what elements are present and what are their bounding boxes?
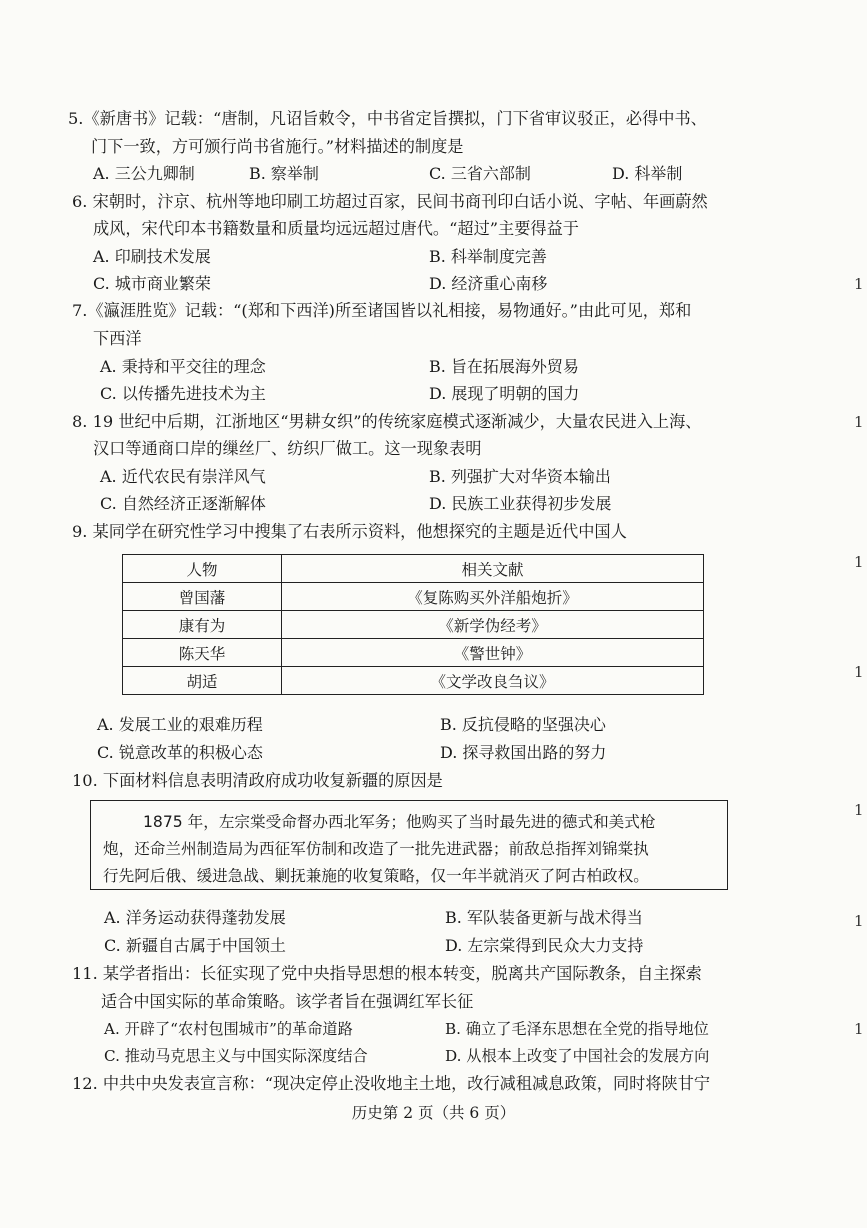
q7-option-c: C. 以传播先进技术为主 (100, 384, 266, 403)
table-cell: 陈天华 (123, 639, 282, 667)
q6-option-d: D. 经济重心南移 (429, 274, 548, 293)
q5-option-d: D. 科举制 (612, 164, 683, 183)
q5-option-c: C. 三省六部制 (429, 164, 531, 183)
q5-option-b: B. 察举制 (249, 164, 319, 183)
q12-stem-line1: 12. 中共中央发表宣言称：“现决定停止没收地主土地，改行减租减息政策，同时将陕甘宁 (72, 1074, 711, 1093)
page-footer: 历史第 2 页（共 6 页） (351, 1104, 516, 1122)
q6-option-c: C. 城市商业繁荣 (93, 274, 211, 293)
q8-option-d: D. 民族工业获得初步发展 (429, 494, 612, 513)
table-cell: 康有为 (123, 611, 282, 639)
margin-mark: 1 (854, 1020, 864, 1038)
q8-stem-line1: 8. 19 世纪中后期，江浙地区“男耕女织”的传统家庭模式逐渐减少，大量农民进入上海、 (72, 412, 702, 431)
q9-option-d: D. 探寻救国出路的努力 (440, 743, 607, 762)
q7-option-a: A. 秉持和平交往的理念 (100, 357, 266, 376)
table-cell: 曾国藩 (123, 583, 282, 611)
table-header-row (123, 555, 704, 583)
q7-option-d: D. 展现了明朝的国力 (429, 384, 580, 403)
table-cell: 《文学改良刍议》 (282, 667, 704, 695)
table-row (123, 583, 704, 611)
q8-option-c: C. 自然经济正逐渐解体 (100, 494, 266, 513)
margin-mark: 1 (854, 553, 864, 571)
table-row (123, 667, 704, 695)
margin-mark: 1 (854, 275, 864, 293)
q10-material-line: 行先阿后俄、缓进急战、剿抚兼施的收复策略，仅一年半就消灭了阿古柏政权。 (103, 867, 649, 885)
q5-stem-line1: 5.《新唐书》记载：“唐制，凡诏旨敕令，中书省定旨撰拟，门下省审议驳正，必得中书、 (68, 109, 707, 128)
q10-option-c: C. 新疆自古属于中国领土 (104, 936, 286, 955)
table-cell: 《警世钟》 (282, 639, 704, 667)
q9-option-a: A. 发展工业的艰难历程 (97, 715, 263, 734)
q7-stem-line1: 7.《瀛涯胜览》记载：“(郑和下西洋)所至诸国皆以礼相接，易物通好。”由此可见，郑和 (72, 301, 692, 320)
q10-option-a: A. 洋务运动获得蓬勃发展 (104, 908, 286, 927)
q5-option-a: A. 三公九卿制 (93, 164, 195, 183)
q9-option-b: B. 反抗侵略的坚强决心 (440, 715, 606, 734)
q6-option-a: A. 印刷技术发展 (93, 247, 211, 266)
q10-stem-line1: 10. 下面材料信息表明清政府成功收复新疆的原因是 (72, 771, 443, 790)
q6-stem-line1: 6. 宋朝时，汴京、杭州等地印刷工坊超过百家，民间书商刊印白话小说、字帖、年画蔚然 (72, 192, 708, 211)
q10-material-line: 炮，还命兰州制造局为西征军仿制和改造了一批先进武器；前敌总指挥刘锦棠执 (103, 840, 649, 858)
q5-stem-line2: 门下一致，方可颁行尚书省施行。”材料描述的制度是 (91, 137, 464, 156)
q9-option-c: C. 锐意改革的积极心态 (97, 743, 263, 762)
q10-option-d: D. 左宗棠得到民众大力支持 (445, 936, 644, 955)
margin-mark: 1 (854, 663, 864, 681)
table-cell: 《新学伪经考》 (282, 611, 704, 639)
q9-reference-table (122, 554, 704, 695)
q6-option-b: B. 科举制度完善 (429, 247, 547, 266)
table-cell: 《复陈购买外洋船炮折》 (282, 583, 704, 611)
q11-stem-line2: 适合中国实际的革命策略。该学者旨在强调红军长征 (101, 992, 474, 1011)
table-cell: 胡适 (123, 667, 282, 695)
q10-option-b: B. 军队装备更新与战术得当 (445, 908, 643, 927)
q11-option-b: B. 确立了毛泽东思想在全党的指导地位 (445, 1020, 709, 1038)
q11-stem-line1: 11. 某学者指出：长征实现了党中央指导思想的根本转变，脱离共产国际教条，自主探索 (72, 964, 702, 983)
table-header: 相关文献 (282, 555, 704, 583)
q11-option-d: D. 从根本上改变了中国社会的发展方向 (445, 1047, 710, 1065)
q10-material-line: 1875 年，左宗棠受命督办西北军务；他购买了当时最先进的德式和美式枪 (143, 813, 656, 831)
table-row (123, 639, 704, 667)
margin-mark: 1 (854, 801, 864, 819)
margin-mark: 1 (854, 413, 864, 431)
table-row (123, 611, 704, 639)
q9-stem-line1: 9. 某同学在研究性学习中搜集了右表所示资料，他想探究的主题是近代中国人 (72, 522, 627, 541)
q10-material-box (90, 800, 728, 890)
table-header: 人物 (123, 555, 282, 583)
q6-stem-line2: 成风，宋代印本书籍数量和质量均远远超过唐代。“超过”主要得益于 (93, 219, 579, 238)
q8-option-b: B. 列强扩大对华资本输出 (429, 467, 611, 486)
q8-option-a: A. 近代农民有崇洋风气 (100, 467, 266, 486)
q8-stem-line2: 汉口等通商口岸的缫丝厂、纺织厂做工。这一现象表明 (93, 439, 482, 458)
q7-stem-line2: 下西洋 (93, 329, 142, 348)
q11-option-c: C. 推动马克思主义与中国实际深度结合 (104, 1047, 368, 1065)
q7-option-b: B. 旨在拓展海外贸易 (429, 357, 579, 376)
q11-option-a: A. 开辟了“农村包围城市”的革命道路 (104, 1020, 353, 1038)
margin-mark: 1 (854, 912, 864, 930)
